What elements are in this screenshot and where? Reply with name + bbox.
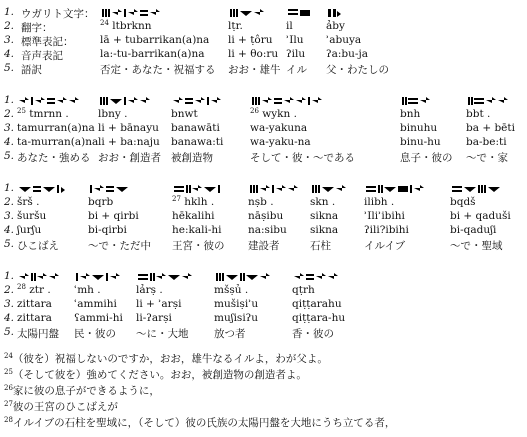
phonetic-word: li + θo:ru (228, 48, 279, 60)
standard-word: qiṭṭarahu (292, 298, 342, 310)
cuneiform-word (172, 183, 228, 195)
transliteration-word: $^{28}$ ztr . (17, 283, 51, 296)
cuneiform-word (326, 7, 342, 19)
transliteration-word: lảrṣ . (136, 284, 163, 296)
footnote: $^{28}$イルイブの石柱を聖域に，（そして）彼の氏族の太陽円盤を大地にうち立てる者， (4, 416, 396, 429)
gloss-word: ひこばえ (17, 240, 59, 252)
gloss-word: 石柱 (310, 240, 331, 252)
row-number: 4. (4, 312, 15, 324)
standard-word: zittara (17, 298, 52, 310)
row-number: 1. (4, 182, 15, 194)
transliteration-word: il (286, 20, 293, 32)
phonetic-word: li + ba:naju (98, 136, 160, 148)
transliteration-word: bnh (400, 108, 421, 120)
row-number: 5. (4, 238, 15, 250)
transliteration-word: ʿmh . (74, 284, 101, 296)
phonetic-word: zittara (17, 312, 52, 324)
phonetic-word: ta-murran(a)na (17, 136, 99, 148)
row-number: 3. (4, 298, 15, 310)
phonetic-word: ba-be:ti (466, 136, 507, 148)
phonetic-word: li-ʔarṣi (136, 312, 172, 324)
transliteration-word: bqdš (450, 196, 476, 208)
transliteration-word: lṭr. (228, 20, 243, 32)
standard-word: nāṣibu (248, 210, 284, 222)
row-number: 4. (4, 224, 15, 236)
cuneiform-word (286, 7, 316, 19)
transliteration-word: mšṣủ . (214, 284, 249, 296)
cuneiform-word (171, 95, 231, 107)
cuneiform-word (88, 183, 136, 195)
row-number: 2. (4, 108, 15, 120)
transliteration-word: ảby (326, 20, 345, 32)
cuneiform-word (466, 95, 516, 107)
phonetic-word: ʕammi-hi (74, 312, 123, 324)
label-phonetic-notation: 音声表記 (21, 50, 63, 62)
phonetic-word: la:-tu-barrikan(a)na (100, 48, 205, 60)
transliteration-word: skn . (310, 196, 336, 208)
gloss-word: イルイブ (364, 240, 406, 252)
standard-word: lā + tubarrikan(a)na (100, 34, 210, 46)
row-number: 2. (4, 284, 15, 296)
cuneiform-word (228, 7, 268, 19)
transliteration-word: bqrb (88, 196, 114, 208)
transliteration-word: $^{25}$ tmrnn . (17, 107, 69, 120)
transliteration-word: lbny . (98, 108, 128, 120)
cuneiform-word (17, 183, 69, 195)
standard-word: banawāti (171, 122, 220, 134)
cuneiform-word (17, 271, 69, 283)
standard-word: šuršu (17, 210, 47, 222)
standard-word: binuhu (400, 122, 438, 134)
transliteration-word: qṭrh (292, 284, 315, 296)
standard-word: ʿammihi (74, 298, 117, 310)
phonetic-word: wa-yaku-na (250, 136, 311, 148)
cuneiform-word (98, 95, 154, 107)
row-number: 2. (4, 20, 15, 32)
cuneiform-word (450, 183, 510, 195)
transliteration-word: bnwt (171, 108, 198, 120)
cuneiform-word (310, 183, 354, 195)
cuneiform-word (17, 95, 87, 107)
cuneiform-word (364, 183, 434, 195)
phonetic-word: he:kali-hi (172, 224, 222, 236)
row-number: 1. (4, 270, 15, 282)
label-gloss: 語訳 (21, 64, 42, 76)
transliteration-word: $^{26}$ wykn . (250, 107, 297, 120)
phonetic-word: ʔa:bu-ja (326, 48, 368, 60)
gloss-word: 放つ者 (214, 328, 246, 340)
row-number: 5. (4, 326, 15, 338)
footnote: $^{25}$（そして彼を）強めてください。おお，被創造物の創造者よ。 (4, 368, 307, 381)
gloss-word: 息子・彼の (400, 152, 453, 164)
phonetic-word: ʔilu (286, 48, 306, 60)
standard-word: wa-yakuna (250, 122, 308, 134)
cuneiform-word (400, 95, 434, 107)
gloss-word: 建設者 (248, 240, 280, 252)
transliteration-word: $^{27}$ hklh . (172, 195, 215, 208)
standard-word: ʾIliʾibihi (364, 210, 405, 222)
cuneiform-word (248, 183, 308, 195)
phonetic-word: qiṭṭara-hu (292, 312, 346, 324)
gloss-word: おお・創造者 (98, 152, 161, 164)
row-number: 1. (4, 6, 15, 18)
standard-word: sikna (310, 210, 339, 222)
phonetic-word: bi-qirbi (88, 224, 127, 236)
row-number: 3. (4, 34, 15, 46)
gloss-word: 民・彼の (74, 328, 116, 340)
phonetic-word: binu-hu (400, 136, 441, 148)
standard-word: li + ṭôru (228, 34, 273, 46)
row-number: 2. (4, 196, 15, 208)
row-number: 4. (4, 136, 15, 148)
gloss-word: ～で・ただ中 (88, 240, 151, 252)
footnote: $^{27}$彼の王宮のひこばえが (4, 400, 118, 413)
row-number: 3. (4, 210, 15, 222)
gloss-word: 被創造物 (171, 152, 213, 164)
standard-word: li + ʾarṣi (136, 298, 182, 310)
transliteration-word: ilibh . (364, 196, 395, 208)
phonetic-word: muʃisiʔu (214, 312, 259, 324)
cuneiform-word (100, 7, 162, 19)
gloss-word: ～で・聖域 (450, 240, 503, 252)
standard-word: li + bānayu (98, 122, 159, 134)
gloss-word: 否定・あなた・祝福する (100, 64, 216, 76)
cuneiform-word (214, 271, 286, 283)
transliteration-word: bbt . (466, 108, 491, 120)
footnote: $^{26}$家に彼の息子ができるように， (4, 384, 160, 397)
standard-word: ba + bēti (466, 122, 515, 134)
row-number: 4. (4, 48, 15, 60)
row-number: 1. (4, 94, 15, 106)
row-number: 5. (4, 150, 15, 162)
transliteration-word: šrš . (17, 196, 40, 208)
phonetic-word: ʔili?ibihi (364, 224, 409, 236)
standard-word: bi + qirbi (88, 210, 139, 222)
gloss-word: 父・わたしの (326, 64, 389, 76)
gloss-word: イル (286, 64, 307, 76)
row-number: 5. (4, 62, 15, 74)
gloss-word: ～に・大地 (136, 328, 189, 340)
label-ugaritic-script: ウガリト文字： (21, 8, 95, 20)
label-transliteration: 翻字： (21, 22, 53, 34)
standard-word: tamurran(a)na (17, 122, 95, 134)
cuneiform-word (74, 271, 124, 283)
row-number: 3. (4, 122, 15, 134)
cuneiform-word (292, 271, 342, 283)
gloss-word: 香・彼の (292, 328, 334, 340)
footnote: $^{24}$（彼を）祝福しないのですか，おお，雄牛なるイルよ，わが父よ。 (4, 352, 328, 365)
standard-word: ʾabuya (326, 34, 362, 46)
label-standard-notation: 標準表記： (21, 36, 74, 48)
standard-word: hēkalihi (172, 210, 215, 222)
gloss-word: 王宮・彼の (172, 240, 225, 252)
standard-word: bi + qaduši (450, 210, 511, 222)
cuneiform-word (250, 95, 330, 107)
gloss-word: そして・彼・～である (250, 152, 355, 164)
gloss-word: 太陽円盤 (17, 328, 59, 340)
gloss-word: おお・雄牛 (228, 64, 281, 76)
gloss-word: ～で・家 (466, 152, 508, 164)
phonetic-word: na:sibu (248, 224, 287, 236)
standard-word: ʾIlu (286, 34, 304, 46)
phonetic-word: bi-qaduʃi (450, 224, 497, 236)
gloss-word: あなた・強める (17, 152, 91, 164)
cuneiform-word (136, 271, 204, 283)
standard-word: mušiṣiʾu (214, 298, 259, 310)
phonetic-word: sikna (310, 224, 339, 236)
transliteration-word: $^{24}$ ltbrknn (100, 19, 152, 32)
transliteration-word: nṣb . (248, 196, 274, 208)
phonetic-word: ʃurʃu (17, 224, 42, 236)
phonetic-word: banawa:ti (171, 136, 224, 148)
